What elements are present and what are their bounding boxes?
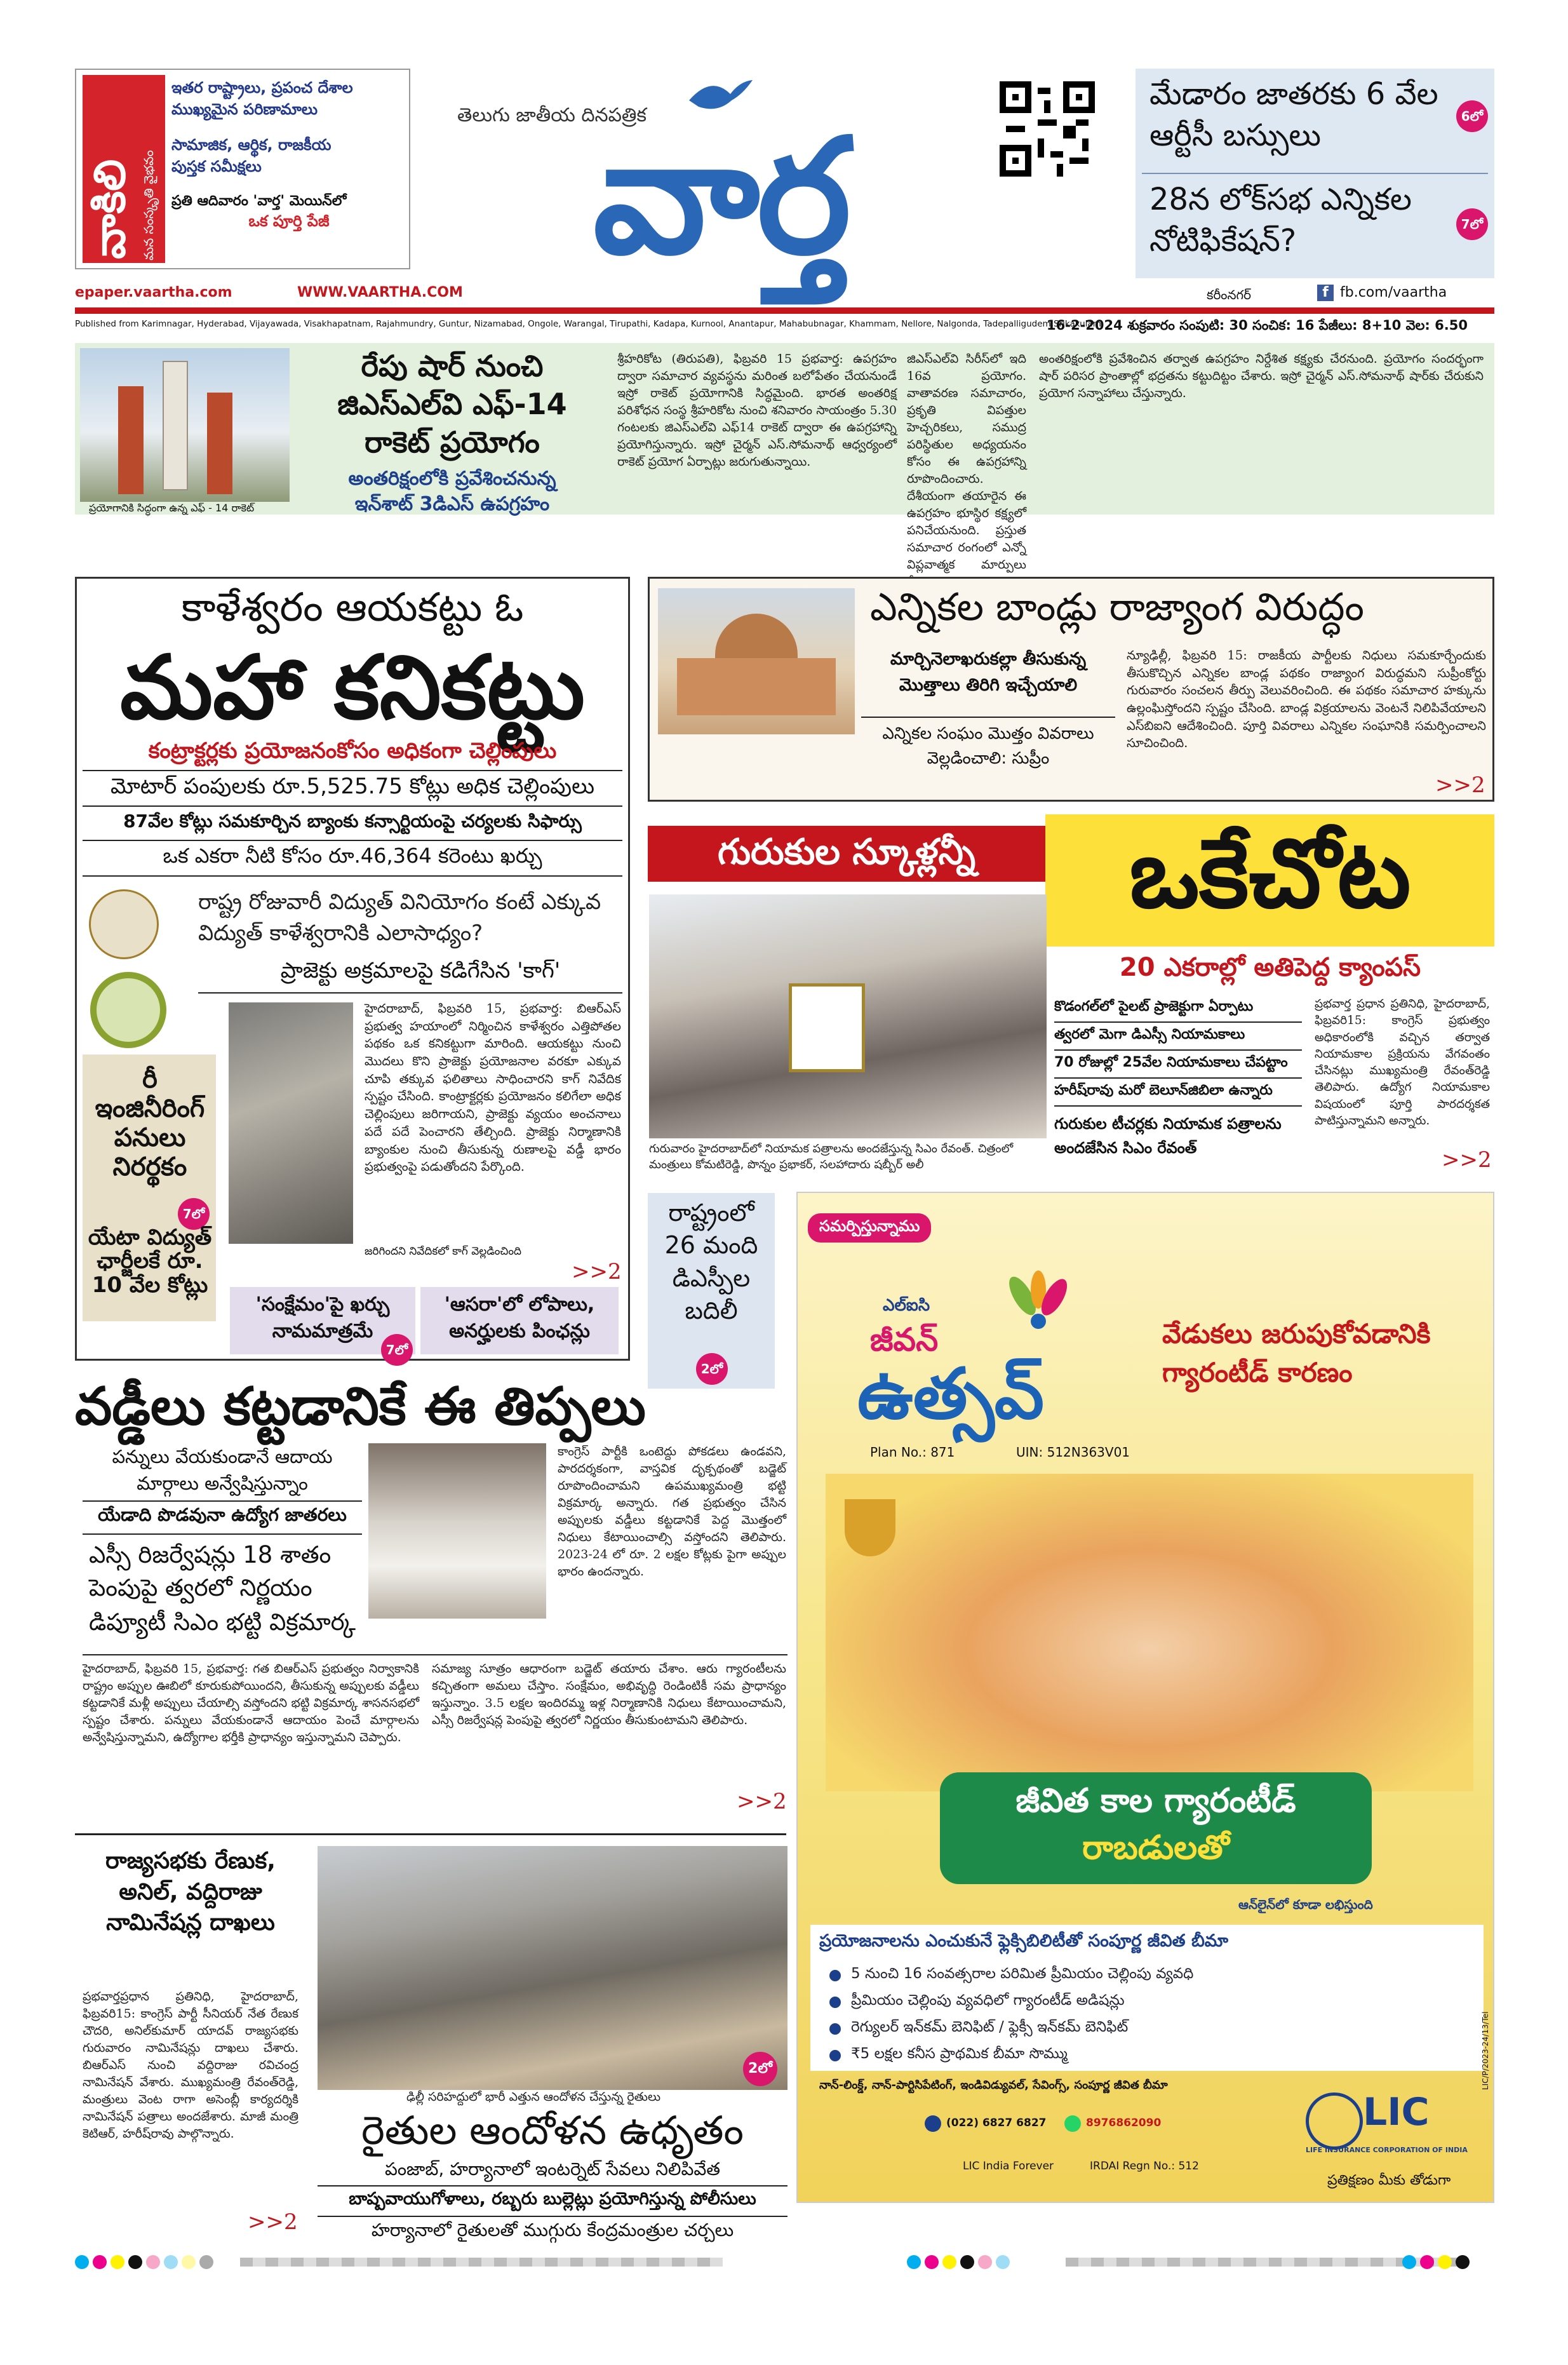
epaper-url[interactable]: epaper.vaartha.com	[75, 285, 232, 300]
ad-phone-2[interactable]: 8976862090	[1086, 2117, 1162, 2129]
divider	[83, 805, 622, 807]
interest-deck: ఎస్సీ రిజర్వేషన్లు 18 శాతం పెంపుపై త్వరలో నిర్ణయం	[89, 1541, 332, 1601]
interest-body: హైదరాబాద్, ఫిబ్రవరి 15, ప్రభవార్త: గత బిఆర్ఎస్ ప్రభుత్వం నిర్వాకానికి రాష్ట్రం అప్పుల ఊబిలో కూరుకుపోయిందని, తీసుకున్న అప్పులకు వడ్డీలు కట్టడానికే మళ్లీ అప్పులు చేయాల్సి వస్తోందని భట్టి విక్రమార్క శాసనసభలో స్పష్టం చేశారు. పన్నులు వేయకుండానే ఆదాయం పెంచే మార్గాలను అన్వేషిస్తున్నామని, ఉద్యోగాల భర్తీకి ప్రాధాన్యం ఇస్తున్నామని చెప్పారు.	[83, 1662, 419, 1744]
gurukul-points	[1054, 995, 1302, 1166]
brand-small: ఎల్ఐసి	[883, 1296, 930, 1315]
leaf-icon	[1003, 1270, 1067, 1347]
box-story-text: 'సంక్షేమం'పై ఖర్చు నామమాత్రమే	[255, 1293, 390, 1342]
divider	[861, 717, 1115, 718]
promo-line: ప్రతి ఆదివారం 'వార్త' మెయిన్‌లో	[171, 193, 347, 209]
ad-social[interactable]: LIC India Forever	[963, 2160, 1054, 2173]
gurukul-body: ప్రభవార్త ప్రధాన ప్రతినిధి, హైదరాబాద్, ఫిబ్రవరి15: కాంగ్రెస్ ప్రభుత్వం అధికారంలోకి వచ్చిన తర్వాత నియామకాల ప్రక్రియను వేగవంతం చేసినట్లు ముఖ్యమంత్రి రేవంత్‌రెడ్డి తెలిపారు. ఉద్యోగ నియామకాల విషయంలో పూర్తి పారదర్శకత పాటిస్తున్నామని అన్నారు.	[1315, 997, 1490, 1128]
promo-line: పుస్తక సమీక్షలు	[171, 158, 262, 175]
interest-body: కాంగ్రెస్ పార్టీకి ఒంటెద్దు పోకడలు ఉండవని, పారదర్శకంగా, వాస్తవిక దృక్పథంతో బడ్జెట్ రూపొందించామని ఉపముఖ్యమంత్రి భట్టి విక్రమార్క అన్నారు. గత ప్రభుత్వం చేసిన అప్పులకు వడ్డీలు కట్టడానికే పెద్ద మొత్తంలో నిధులు కేటాయించాల్సి వస్తోందని తెలిపారు. 2023-24 లో రూ. 2 లక్షల కోట్లకు పైగా అప్పుల భారం ఉందన్నారు.	[558, 1445, 786, 1579]
kaleshwaram-deck: కంట్రాక్టర్లకు ప్రయోజనంకోసం అధికంగా చెల్లింపులు	[148, 738, 557, 764]
gurukul-deck: 20 ఎకరాల్లో అతిపెద్ద క్యాంపస్	[1119, 953, 1421, 982]
interest-deck: డిప్యూటీ సిఎం భట్టి విక్రమార్క	[89, 1608, 356, 1636]
published-from: Published from Karimnagar, Hyderabad, Vijayawada, Visakhapatnam, Rajahmundry, Guntur, Nizamabad, Ongole, Warangal, Tirupathi, Kadapa, Kurnool, Anantapur, Mahabubnagar, Khammam, Nellore, Nalgonda, Tadepalligudem,Srikakulam	[75, 319, 1101, 329]
jeevan-utsav-logo	[845, 1270, 1149, 1442]
gurukul-photo	[649, 894, 1047, 1138]
feature-item: రెగ్యులర్ ఇన్‌కమ్ బెనిఫిట్ / ఫ్లెక్సీ ఇన్‌కమ్ బెనిఫిట్	[826, 2019, 1473, 2039]
ad-banner-line2: రాబడులతో	[1082, 1829, 1230, 1867]
lic-fullname: LIFE INSURANCE CORPORATION OF INDIA	[1306, 2146, 1468, 2154]
ear-page-badge: 7లో	[1456, 208, 1488, 240]
ad-banner-line1: జీవిత కాల గ్యారంటీడ్	[1015, 1782, 1296, 1820]
kaleshwaram-body: హైదరాబాద్, ఫిబ్రవరి 15, ప్రభవార్త: బిఆర్ఎస్ ప్రభుత్వ హయాంలో నిర్మించిన కాళేశ్వరం ఎత్తిపోతల పథకం ఒక కనికట్టుగా మారింది. ఆయకట్టు నుంచి మొదలు కొని ప్రాజెక్టు ప్రయోజనాల వరకూ ఎక్కువ చూపి తక్కువ ఫలితాలు సాధించారని కాగ్ నివేదిక స్పష్టం చేసింది. కాంట్రాక్టర్లకు ప్రయోజనం కలిగేలా అధిక చెల్లింపులు జరిగాయని, ప్రాజెక్టు వ్యయం అంచనాలు పదే పదే పెంచారని తేల్చింది. ప్రాజెక్టు నిర్మాణానికి బ్యాంకుల నుంచి తీసుకున్న రుణాలపై వడ్డీ భారం ప్రభుత్వంపై పడుతోందని పేర్కొంది.	[365, 1001, 621, 1175]
farmers-photo	[318, 1846, 787, 2090]
bonds-deck: మార్చినెలాఖరుకల్లా తీసుకున్న మొత్తాలు తిరిగి ఇచ్చేయాలి	[890, 649, 1087, 695]
ear-text: 28న లోక్‌సభ ఎన్నికల నోటిఫికేషన్?	[1149, 182, 1412, 259]
ear-text: మేడారం జాతరకు 6 వేల ఆర్టీసీ బస్సులు	[1149, 76, 1438, 153]
continued-link[interactable]: >>2	[1435, 772, 1485, 798]
continued-link[interactable]: >>2	[248, 2209, 298, 2235]
ear-panel	[1136, 69, 1494, 278]
interest-deck: యేడాది పొడవునా ఉద్యోగ జాతరలు	[98, 1504, 347, 1525]
divider	[318, 2216, 787, 2217]
interest-body: సమాజ్య సూత్రం ఆధారంగా బడ్జెట్ తయారు చేశాం. ఆరు గ్యారంటీలను కచ్చితంగా అమలు చేస్తాం. సంక్షేమం, అభివృద్ధి రెండింటికీ సమ ప్రాధాన్యం ఇస్తున్నాం. 3.5 లక్షల ఇందిరమ్మ ఇళ్ల నిర్మాణానికి నిధులు కేటాయించామని, ఎస్సీ రిజర్వేషన్ల పెంపుపై త్వరలో నిర్ణయం తీసుకుంటామని తెలిపారు.	[432, 1662, 786, 1727]
gurukul-point: గురుకుల టీచర్లకు నియామక పత్రాలను అందజేసిన సిఎం రేవంత్	[1054, 1115, 1282, 1157]
farmers-caption: ఢిల్లీ సరిహద్దులో భారీ ఎత్తున ఆందోళన చేస్తున్న రైతులు	[406, 2090, 661, 2104]
divider	[83, 770, 622, 771]
gslv-body-col: జిఎస్ఎల్‌వి సిరీస్‌లో ఇది 16వ ప్రయోగం. వాతావరణ సమాచారం, ప్రకృతి విపత్తుల హెచ్చరికలు, సముద్ర పరిస్థితుల అధ్యయనం కోసం ఈ ఉపగ్రహాన్ని రూపొందించారు. దేశీయంగా తయారైన ఈ ఉపగ్రహం భూస్థిర కక్ష్యలో పనిచేయనుంది. ప్రస్తుత సమాచార రంగంలో ఎన్నో విప్లవాత్మక మార్పులు	[907, 352, 1026, 572]
lic-wordmark: LIC	[1363, 2090, 1430, 2134]
kaleshwaram-point: మోటార్ పంపులకు రూ.5,525.75 కోట్లు అధిక చెల్లింపులు	[111, 774, 594, 799]
ad-code: LIC/P/2023-24/13/Tel	[1481, 2011, 1490, 2090]
qr-code[interactable]	[1000, 81, 1095, 177]
continued-link[interactable]: >>2	[1442, 1147, 1492, 1173]
ad-phone-1[interactable]: (022) 6827 6827	[946, 2117, 1047, 2129]
masthead-rule	[75, 307, 1494, 314]
ear-story-2[interactable]	[1149, 179, 1448, 262]
sunday-promo-lines	[171, 79, 406, 234]
sunday-logo-text: వాకిలి	[85, 159, 135, 259]
rajyasabha-headline[interactable]: రాజ్యసభకు రేణుక, అనిల్, వద్దిరాజు నామినేషన్ల దాఖలు	[105, 1848, 276, 1936]
box-story-text: 'ఆసరా'లో లోపాలు, అనర్హులకు పింఛన్లు	[444, 1293, 595, 1342]
farmers-headline[interactable]: రైతుల ఆందోళన ఉధృతం	[361, 2107, 744, 2153]
kaleshwaram-kicker[interactable]: కాళేశ్వరం ఆయకట్టు ఓ	[181, 584, 524, 630]
bhatti-photo	[368, 1443, 546, 1619]
brand-big: ఉత్సవ్	[857, 1353, 1044, 1434]
continued-link[interactable]: >>2	[737, 1789, 787, 1814]
feature-item: ప్రీమియం చెల్లింపు వ్యవధిలో గ్యారంటీడ్ అడిషన్లు	[826, 1992, 1473, 2012]
bonds-headline[interactable]: ఎన్నికల బాండ్లు రాజ్యాంగ విరుద్ధం	[870, 585, 1364, 630]
divider	[83, 1654, 787, 1655]
gslv-headline-1: రేపు షార్ నుంచి	[361, 349, 544, 383]
bonds-deck: ఎన్నికల సంఘం మొత్తం వివరాలు వెల్లడించాలి: సుప్రీం	[882, 724, 1094, 768]
promo-line: ఒక పూర్తి పేజీ	[248, 212, 330, 230]
website-url[interactable]: WWW.VAARTHA.COM	[297, 285, 463, 300]
divider	[318, 2185, 787, 2186]
continued-link[interactable]: >>2	[572, 1259, 622, 1284]
ad-online: ఆన్‌లైన్‌లో కూడా లభిస్తుంది	[1238, 1897, 1373, 1912]
whatsapp-icon	[1064, 2115, 1081, 2132]
ear-page-badge: 6లో	[1456, 100, 1488, 132]
ad-label: సమర్పిస్తున్నాము	[808, 1213, 931, 1243]
gurukul-headline-b[interactable]: ఒకేచోట	[1129, 819, 1411, 929]
masthead-logo: వార్త	[593, 104, 849, 289]
divider	[83, 840, 622, 841]
divider	[83, 1500, 362, 1502]
kaleshwaram-quote: రాష్ట్ర రోజువారీ విద్యుత్ వినియోగం కంటే ఎక్కువ విద్యుత్ కాళేశ్వరానికి ఎలాసాధ్యం?	[198, 889, 601, 947]
trophy-icon	[845, 1499, 895, 1556]
brand-mid: జీవన్	[870, 1321, 939, 1358]
family-photo	[826, 1474, 1473, 1791]
dsp-page-badge: 2లో	[696, 1353, 728, 1385]
ad-footnote: నాన్-లింక్డ్, నాన్-పార్టిసిపేటింగ్, ఇండివిడ్యువల్, సేవింగ్స్, సంపూర్ణ జీవిత బీమా	[819, 2079, 1168, 2092]
gurukul-point: హరీష్‌రావు మరో బెలూన్‌జిబిలా ఉన్నారు	[1054, 1079, 1302, 1107]
kaleshwaram-headline[interactable]: మహా కనికట్టు	[120, 637, 585, 739]
feature-item: ₹5 లక్షల కనీస ప్రాథమిక బీమా సొమ్ము	[826, 2045, 1473, 2066]
gurukul-point: కొడంగల్‌లో పైలట్ ప్రాజెక్టుగా ఏర్పాటు	[1054, 995, 1302, 1023]
facebook-icon: f	[1317, 285, 1334, 301]
lic-emblem-icon	[1306, 2092, 1363, 2150]
farmers-deck: బాష్పవాయుగోళాలు, రబ్బరు బుల్లెట్లు ప్రయోగిస్తున్న పోలీసులు	[349, 2189, 756, 2209]
facebook-url[interactable]: fb.com/vaartha	[1340, 285, 1447, 300]
edition-label: కరీంనగర్	[1207, 287, 1251, 302]
sunday-logo-sub: మన సంస్కృతి వైభవం	[141, 150, 156, 260]
gslv-body-col: శ్రీహరికోట (తిరుపతి), ఫిబ్రవరి 15 ప్రభవార్త: ఉపగ్రహం ద్వారా సమాచార వ్యవస్థను మరింత బలోపేతం చేయనుండే ఇస్రో రాకెట్ ప్రయోగానికి సిద్ధమైంది. భారత అంతరిక్ష పరిశోధన సంస్థ శ్రీహరికోట నుంచి శనివారం సాయంత్రం 5.30 గంటలకు జిఎస్ఎల్‌వి ఎఫ్14 రాకెట్ ద్వారా ఈ ఉపగ్రహాన్ని ప్రయోగిస్తున్నారు. ఇస్రో చైర్మన్ ఎస్.సోమనాథ్ ఆధ్వర్యంలో రాకెట్ ప్రయోగ ఏర్పాట్లు జరుగుతున్నాయి.	[617, 352, 897, 469]
lic-logo	[1306, 2090, 1477, 2160]
ear-divider	[1142, 173, 1488, 174]
ad-features-title: ప్రయోజనాలను ఎంచుకునే ఫ్లెక్సిబిలిటీతో సంపూర్ణ జీవిత బీమా	[819, 1931, 1228, 1951]
promo-line: సామాజిక, ఆర్థిక, రాజకీయ	[171, 136, 332, 154]
divider	[75, 1833, 786, 1835]
ad-plan: Plan No.: 871	[870, 1445, 955, 1460]
kaleshwaram-subdeck: ప్రాజెక్టు అక్రమాలపై కడిగేసిన 'కాగ్'	[280, 958, 561, 983]
gurukul-point: త్వరలో మెగా డిఎస్సీ నియామకాలు	[1054, 1023, 1302, 1051]
farmers-deck: పంజాబ్, హర్యానాలో ఇంటర్నెట్ సేవలు నిలిపివేత	[384, 2159, 721, 2180]
kaleshwaram-caption: జరిగిందని నివేదికలో కాగ్ వెల్లడించింది	[365, 1245, 521, 1258]
bonds-body: న్యూఢిల్లీ, ఫిబ్రవరి 15: రాజకీయ పార్టీలకు నిధులు సమకూర్చేందుకు తీసుకొచ్చిన ఎన్నికల బాండ్ల పథకం రాజ్యాంగ విరుద్ధమని సుప్రీంకోర్టు గురువారం సంచలన తీర్పు వెలువరించింది. ఈ పథకం సమాచార హక్కును ఉల్లంఘిస్తోందని స్పష్టం చేసింది. బాండ్ల విక్రయాలను వెంటనే నిలిపివేయాలని ఎస్‌బిఐని ఆదేశించింది. పూర్తి వివరాలు ఎన్నికల సంఘానికి సమర్పించాలని సూచించింది.	[1127, 648, 1486, 751]
kaleshwaram-point: 87వేల కోట్లు సమకూర్చిన బ్యాంకు కన్సార్టియంపై చర్యలకు సిఫార్సు	[123, 811, 582, 832]
promo-line: ఇతర రాష్ట్రాలు, ప్రపంచ దేశాల	[171, 79, 353, 97]
ad-uin: UIN: 512N363V01	[1016, 1445, 1130, 1460]
phone-icon	[925, 2115, 941, 2132]
side-story-2[interactable]: యేటా విద్యుత్ ఛార్జీలకే రూ. 10 వేల కోట్లు	[88, 1225, 212, 1298]
rocket-caption: ప్రయోగానికి సిద్ధంగా ఉన్న ఎఫ్ - 14 రాకెట్	[89, 502, 255, 514]
farmers-page-badge: 2లో	[743, 2052, 777, 2086]
gslv-deck-2: ఇన్‌శాట్ 3డిఎస్ ఉపగ్రహం	[354, 493, 550, 515]
ad-irdai: IRDAI Regn No.: 512	[1090, 2160, 1199, 2173]
promo-line: ముఖ్యమైన పరిణామాలు	[171, 100, 318, 118]
dateline: 16-2-2024 శుక్రవారం సంపుటి: 30 సంచిక: 16 పేజీలు: 8+10 వెల: 6.50	[1047, 318, 1468, 333]
box-story[interactable]	[420, 1287, 619, 1354]
ear-story-1[interactable]	[1149, 74, 1448, 156]
cag-emblem-icon	[89, 889, 159, 959]
dsp-text: రాష్ట్రంలో 26 మంది డిఎస్పీల బదిలీ	[664, 1199, 758, 1324]
masthead-tagline: తెలుగు జాతీయ దినపత్రిక	[457, 104, 647, 126]
barrage-photo	[229, 1002, 353, 1244]
side-story-1[interactable]: రీ ఇంజినీరింగ్ పనులు నిరర్థకం	[95, 1065, 205, 1182]
divider	[83, 875, 622, 877]
sunday-promo-box	[75, 69, 410, 269]
ad-contact	[810, 2099, 1293, 2194]
divider	[198, 992, 622, 994]
ad-features	[826, 1959, 1473, 2072]
rajyasabha-body: ప్రభవార్తప్రధాన ప్రతినిధి, హైదరాబాద్, ఫిబ్రవరి15: కాంగ్రెస్ పార్టీ సీనియర్ నేత రేణుక చౌదరి, అనిల్‌కుమార్ యాదవ్ రాజ్యసభకు గురువారం నామినేషన్లు దాఖలు చేశారు. బిఆర్ఎస్ నుంచి వద్దిరాజు రవిచంద్ర నామినేషన్ వేశారు. ముఖ్యమంత్రి రేవంత్‌రెడ్డి, మంత్రులు వెంట రాగా అసెంబ్లీ కార్యదర్శికి నామినేషన్ పత్రాలు అందజేశారు. మాజీ మంత్రి కెటిఆర్, హరీష్‌రావు పాల్గొన్నారు.	[83, 1990, 298, 2141]
farmers-deck: హర్యానాలో రైతులతో ముగ్గురు కేంద్రమంత్రుల చర్చలు	[371, 2220, 734, 2240]
print-marks	[75, 2253, 1494, 2272]
kaleshwaram-point: ఒక ఎకరా నీటి కోసం రూ.46,364 కరెంటు ఖర్చు	[163, 844, 542, 868]
interest-deck: పన్నులు వేయకుండానే ఆదాయ మార్గాలు అన్వేషిస్తున్నాం	[112, 1446, 333, 1495]
gslv-body-col: అంతరిక్షంలోకి ప్రవేశించిన తర్వాత ఉపగ్రహం నిర్దేశిత కక్ష్యకు చేరనుంది. ప్రయోగం సందర్భంగా షార్ పరిసర ప్రాంతాల్లో భద్రతను కట్టుదిట్టం చేశారు. ఇస్రో చైర్మన్ ఎస్.సోమనాథ్ షార్‌కు చేరుకుని ప్రయోగ సన్నాహాలు చేస్తున్నారు.	[1039, 352, 1484, 400]
gurukul-point: 70 రోజుల్లో 25వేల నియామకాలు చేపట్టాం	[1054, 1051, 1302, 1079]
gslv-headline-3: రాకెట్ ప్రయోగం	[365, 425, 540, 459]
gurukul-headline-a[interactable]: గురుకుల స్కూళ్లన్నీ	[718, 832, 975, 873]
lic-tagline: ప్రతిక్షణం మీకు తోడుగా	[1327, 2173, 1451, 2188]
gurukul-caption: గురువారం హైదరాబాద్‌లో నియామక పత్రాలను అందజేస్తున్న సిఎం రేవంత్. చిత్రంలో మంత్రులు కోమటిరెడ్డి, పొన్నం ప్రభాకర్, సలహాదారు షబ్బీర్ అలీ	[649, 1142, 1014, 1172]
supreme-court-photo	[658, 588, 855, 734]
magnifier-icon	[90, 972, 166, 1048]
sunday-logo	[83, 75, 165, 263]
divider	[83, 1533, 362, 1535]
box-page-badge: 7లో	[381, 1334, 413, 1366]
gslv-deck-1: అంతరిక్షంలోకి ప్రవేశించనున్న	[348, 468, 556, 490]
gslv-headline-2: జిఎస్ఎల్‌వి ఎఫ్-14	[337, 387, 567, 421]
feature-item: 5 నుంచి 16 సంవత్సరాల పరిమిత ప్రీమియం చెల్లింపు వ్యవధి	[826, 1965, 1473, 1986]
interest-headline[interactable]: వడ్డీలు కట్టడానికే ఈ తిప్పలు	[75, 1377, 646, 1437]
ad-tagline: వేడుకలు జరుపుకోవడానికి గ్యారంటీడ్ కారణం	[1162, 1318, 1431, 1388]
rocket-photo	[80, 348, 290, 502]
side-page-badge: 7లో	[178, 1198, 210, 1230]
